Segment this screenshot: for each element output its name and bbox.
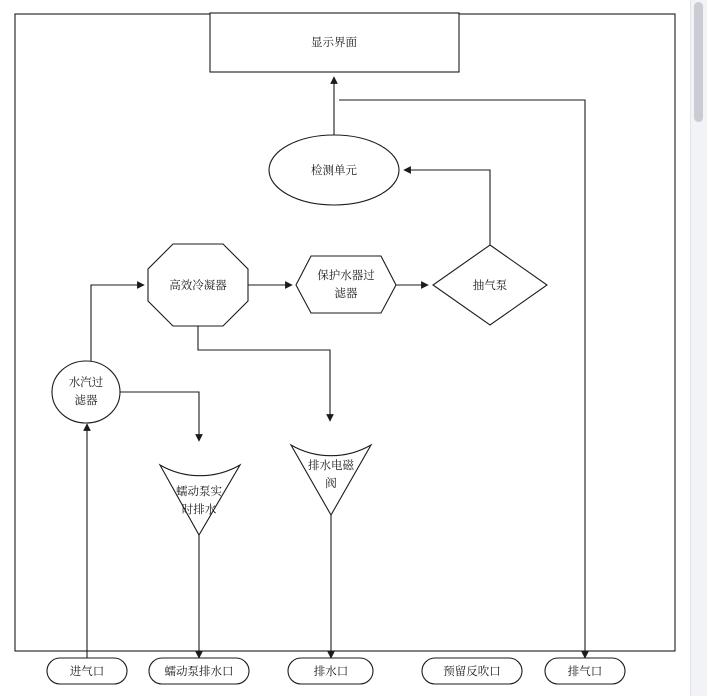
port-blowback[interactable] — [422, 658, 522, 684]
port-drain[interactable] — [288, 658, 373, 684]
port-exhaust-label: 排气口 — [567, 666, 603, 679]
node-protector-filter-label-1: 保护水器过 — [317, 270, 375, 283]
node-condenser[interactable] — [148, 244, 248, 326]
node-display[interactable] — [210, 13, 459, 72]
port-exhaust[interactable] — [545, 658, 625, 684]
node-vapor-filter-label-1: 水汽过 — [68, 377, 104, 390]
node-air-pump-label: 抽气泵 — [472, 280, 508, 293]
port-intake-label: 进气口 — [69, 666, 105, 679]
node-detect-unit-label: 检测单元 — [311, 165, 357, 178]
node-detect-unit[interactable] — [269, 135, 399, 205]
node-vapor-filter-label-2: 滤器 — [74, 395, 98, 408]
port-peristaltic-drain[interactable] — [149, 658, 249, 684]
scrollbar-thumb[interactable] — [694, 2, 703, 122]
node-drain-valve-label-2: 阀 — [325, 478, 337, 491]
node-vapor-filter-shape — [52, 361, 120, 423]
node-protector-filter-label-2: 滤器 — [334, 288, 358, 301]
node-display-label: 显示界面 — [311, 37, 357, 50]
node-peristaltic-pump-label-1: 蠕动泵实 — [176, 486, 222, 499]
node-protector-filter[interactable] — [296, 256, 396, 313]
diagram-frame — [15, 14, 675, 651]
node-vapor-filter[interactable] — [52, 361, 120, 423]
node-drain-valve-label-1: 排水电磁 — [308, 460, 354, 473]
node-protector-filter-shape — [296, 256, 396, 313]
port-drain-label: 排水口 — [313, 666, 349, 679]
port-intake[interactable] — [47, 658, 127, 684]
node-condenser-label: 高效冷凝器 — [169, 280, 227, 293]
port-peristaltic-drain-label: 蠕动泵排水口 — [164, 666, 234, 679]
node-peristaltic-pump-label-2: 时排水 — [181, 504, 217, 517]
port-blowback-label: 预留反吹口 — [443, 666, 501, 679]
